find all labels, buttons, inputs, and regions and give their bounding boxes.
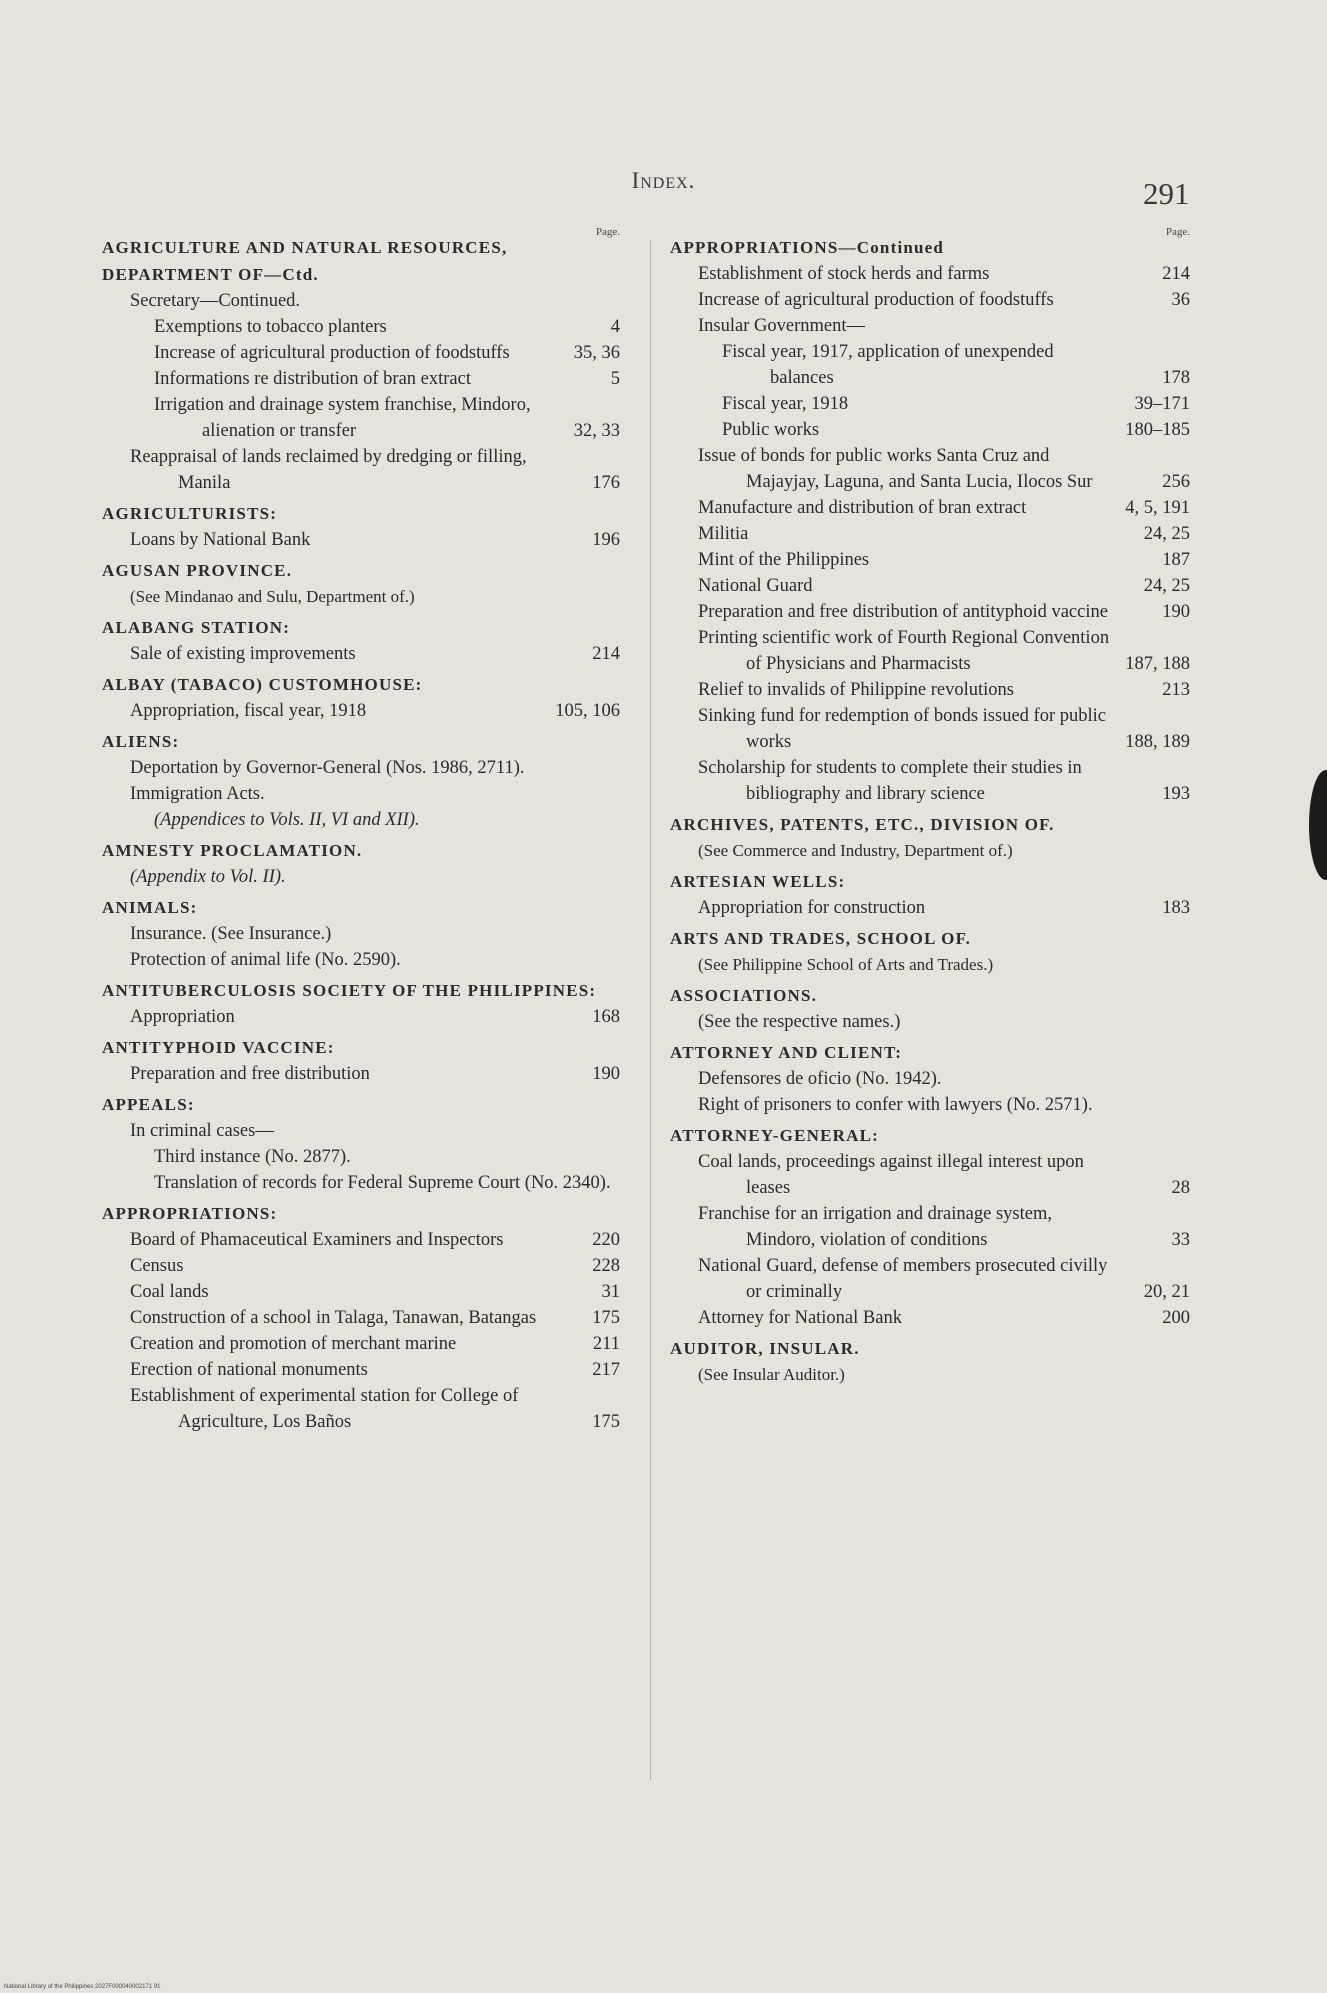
- index-entry: Loans by National Bank 196: [102, 527, 620, 553]
- entry-text: ATTORNEY-GENERAL:: [670, 1126, 880, 1145]
- index-entry: Increase of agricultural production of foodstuffs 35, 36: [102, 340, 620, 366]
- index-heading: [102, 614, 620, 641]
- index-entry: Coal lands, proceedings against illegal interest upon leases 28: [670, 1149, 1190, 1201]
- index-entry: [670, 703, 1190, 755]
- entry-text: Exemptions to tobacco planters: [154, 317, 387, 337]
- page-title: Index.: [631, 168, 696, 193]
- entry-text: ARTESIAN WELLS:: [670, 872, 846, 891]
- index-entry: [670, 952, 1190, 978]
- index-heading: [670, 1039, 1190, 1066]
- entry-text: National Guard, defense of members prosecuted civilly or criminally: [698, 1256, 1108, 1302]
- index-entry: [670, 313, 1190, 339]
- index-entry: [102, 1170, 620, 1196]
- index-entry: Exemptions to tobacco planters 4: [102, 314, 620, 340]
- index-entry: Census 228: [102, 1253, 620, 1279]
- index-entry: Reappraisal of lands reclaimed by dredging or filling, Manila 176: [102, 444, 620, 496]
- entry-text: Scholarship for students to complete their studies in bibliography and library science: [698, 758, 1082, 804]
- index-entry: [102, 755, 620, 781]
- entry-text: ATTORNEY AND CLIENT:: [670, 1043, 903, 1062]
- index-entry: [670, 417, 1190, 443]
- index-entry: [670, 495, 1190, 521]
- entry-text: Franchise for an irrigation and drainage system, Mindoro, violation of conditions: [698, 1204, 1052, 1250]
- page-reference: 188, 189: [1125, 732, 1190, 752]
- entry-text: Irrigation and drainage system franchise, Mindoro, alienation or transfer: [154, 395, 531, 441]
- entry-text: ARCHIVES, PATENTS, ETC., DIVISION OF.: [670, 815, 1055, 834]
- index-entry: [670, 1009, 1190, 1035]
- index-heading: [102, 1200, 620, 1227]
- page-reference: 39–171: [1134, 394, 1190, 414]
- entry-text: Preparation and free distribution: [130, 1064, 370, 1084]
- entry-text: Erection of national monuments: [130, 1360, 368, 1380]
- entry-text: Mint of the Philippines: [698, 550, 870, 570]
- index-heading: [102, 500, 620, 527]
- index-entry: Attorney for National Bank 200: [670, 1305, 1190, 1331]
- entry-text: APPROPRIATIONS—Continued: [670, 238, 945, 257]
- left-entries: [102, 234, 620, 1435]
- index-entry: Scholarship for students to complete their studies in bibliography and library science 193: [670, 755, 1190, 807]
- index-entry: [102, 864, 620, 890]
- entry-text: Printing scientific work of Fourth Regional Convention of Physicians and Pharmacists: [698, 628, 1110, 674]
- index-entry: Preparation and free distribution 190: [102, 1061, 620, 1087]
- index-heading: [102, 1034, 620, 1061]
- entry-text: Appropriation for construction: [698, 898, 926, 918]
- entry-text: Militia: [698, 524, 749, 544]
- entry-text: Establishment of experimental station for College of Agriculture, Los Baños: [130, 1386, 519, 1432]
- entry-text: Census: [130, 1256, 184, 1276]
- entry-text: Insular Government—: [698, 316, 865, 336]
- entry-text: In criminal cases—: [130, 1121, 274, 1141]
- entry-text: Relief to invalids of Philippine revolutions: [698, 680, 1015, 700]
- index-entry: [102, 1118, 620, 1144]
- index-heading: [670, 868, 1190, 895]
- entry-text: AGUSAN PROVINCE.: [102, 561, 293, 580]
- index-heading: [670, 1122, 1190, 1149]
- index-entry: [102, 1144, 620, 1170]
- entry-text: Loans by National Bank: [130, 530, 311, 550]
- index-entry: Issue of bonds for public works Santa Cruz and Majayjay, Laguna, and Santa Lucia, Ilocos Sur 256: [670, 443, 1190, 495]
- index-entry: Fiscal year, 1917, application of unexpended balances 178: [670, 339, 1190, 391]
- entry-text: Deportation by Governor-General (Nos. 1986, 2711).: [130, 758, 525, 778]
- entry-text: ANTITYPHOID VACCINE:: [102, 1038, 335, 1057]
- scan-footer: National Library of the Philippines 2027F000040002171 91: [4, 1984, 161, 1990]
- index-heading: [102, 557, 620, 584]
- index-entry: Establishment of stock herds and farms 214: [670, 261, 1190, 287]
- entry-text: Manufacture and distribution of bran extract: [698, 498, 1027, 518]
- entry-text: Protection of animal life (No. 2590).: [130, 950, 401, 970]
- index-entry: Militia 24, 25: [670, 521, 1190, 547]
- entry-text: Public works: [722, 420, 820, 440]
- entry-text: ASSOCIATIONS.: [670, 986, 818, 1005]
- index-entry: [670, 838, 1190, 864]
- right-column: [670, 226, 1190, 1388]
- entry-text: AGRICULTURE AND NATURAL RESOURCES, DEPARTMENT OF—Ctd.: [102, 238, 508, 284]
- entry-text: (See Commerce and Industry, Department of.): [698, 841, 1013, 860]
- index-entry: [670, 1066, 1190, 1092]
- page-reference: 187, 188: [1125, 654, 1190, 674]
- page-reference: 180–185: [1125, 420, 1190, 440]
- index-entry: Coal lands 31: [102, 1279, 620, 1305]
- entry-text: Immigration Acts.: [130, 784, 265, 804]
- index-heading: [670, 1335, 1190, 1362]
- index-entry: Erection of national monuments 217: [102, 1357, 620, 1383]
- index-heading: [102, 728, 620, 755]
- index-entry: [670, 625, 1190, 677]
- entry-text: Right of prisoners to confer with lawyers (No. 2571).: [698, 1095, 1093, 1115]
- entry-text: (Appendix to Vol. II).: [130, 867, 286, 887]
- left-column: [102, 226, 620, 1435]
- index-entry: [670, 1092, 1190, 1118]
- index-heading: [102, 894, 620, 921]
- entry-text: Increase of agricultural production of foodstuffs: [154, 343, 510, 363]
- entry-text: National Guard: [698, 576, 813, 596]
- index-heading: [670, 234, 1190, 261]
- index-heading: [670, 982, 1190, 1009]
- entry-text: ALBAY (TABACO) CUSTOMHOUSE:: [102, 675, 423, 694]
- entry-text: Establishment of stock herds and farms: [698, 264, 990, 284]
- entry-text: Increase of agricultural production of foodstuffs: [698, 290, 1054, 310]
- index-entry: Relief to invalids of Philippine revolutions 213: [670, 677, 1190, 703]
- entry-text: Informations re distribution of bran extract: [154, 369, 471, 389]
- entry-text: AUDITOR, INSULAR.: [670, 1339, 860, 1358]
- index-entry: [102, 698, 620, 724]
- page-column-label-left: Page.: [595, 226, 620, 238]
- entry-text: Coal lands: [130, 1282, 209, 1302]
- entry-text: Issue of bonds for public works Santa Cruz and Majayjay, Laguna, and Santa Lucia, Ilocos Sur: [698, 446, 1093, 492]
- entry-text: (See Philippine School of Arts and Trades.): [698, 955, 994, 974]
- index-entry: Sale of existing improvements 214: [102, 641, 620, 667]
- index-entry: Board of Phamaceutical Examiners and Inspectors 220: [102, 1227, 620, 1253]
- entry-text: Sinking fund for redemption of bonds issued for public works: [698, 706, 1106, 752]
- index-entry: Establishment of experimental station for College of Agriculture, Los Baños 175: [102, 1383, 620, 1435]
- index-entry: [670, 1362, 1190, 1388]
- entry-text: Sale of existing improvements: [130, 644, 356, 664]
- entry-text: APPROPRIATIONS:: [102, 1204, 278, 1223]
- index-entry: Irrigation and drainage system franchise, Mindoro, alienation or transfer 32, 33: [102, 392, 620, 444]
- index-heading: [102, 671, 620, 698]
- entry-text: Third instance (No. 2877).: [154, 1147, 351, 1167]
- index-entry: Mint of the Philippines 187: [670, 547, 1190, 573]
- entry-text: Fiscal year, 1918: [722, 394, 849, 414]
- index-heading: [102, 1091, 620, 1118]
- entry-text: Board of Phamaceutical Examiners and Inspectors: [130, 1230, 504, 1250]
- index-entry: Preparation and free distribution of antityphoid vaccine 190: [670, 599, 1190, 625]
- entry-text: Insurance. (See Insurance.): [130, 924, 332, 944]
- index-entry: [670, 391, 1190, 417]
- index-entry: Appropriation 168: [102, 1004, 620, 1030]
- index-entry: Creation and promotion of merchant marine 211: [102, 1331, 620, 1357]
- page-reference: 4, 5, 191: [1125, 498, 1190, 518]
- scan-smudge: [1309, 770, 1327, 880]
- entry-text: Reappraisal of lands reclaimed by dredging or filling, Manila: [130, 447, 527, 493]
- index-entry: [102, 921, 620, 947]
- entry-text: Translation of records for Federal Supreme Court (No. 2340).: [154, 1173, 611, 1193]
- index-heading: [670, 925, 1190, 952]
- page-column-label-right: Page.: [1165, 226, 1190, 238]
- entry-text: AMNESTY PROCLAMATION.: [102, 841, 363, 860]
- entry-text: ARTS AND TRADES, SCHOOL OF.: [670, 929, 972, 948]
- entry-text: (Appendices to Vols. II, VI and XII).: [154, 810, 420, 830]
- index-heading: [102, 977, 620, 1004]
- index-heading: [102, 234, 620, 288]
- index-entry: [102, 584, 620, 610]
- entry-text: ALIENS:: [102, 732, 180, 751]
- entry-text: ALABANG STATION:: [102, 618, 291, 637]
- index-entry: Construction of a school in Talaga, Tanawan, Batangas 175: [102, 1305, 620, 1331]
- page-reference: 105, 106: [555, 701, 620, 721]
- column-divider: [650, 240, 651, 1780]
- entry-text: AGRICULTURISTS:: [102, 504, 278, 523]
- index-entry: Informations re distribution of bran extract 5: [102, 366, 620, 392]
- index-entry: [102, 781, 620, 807]
- entry-text: ANIMALS:: [102, 898, 198, 917]
- index-entry: Franchise for an irrigation and drainage system, Mindoro, violation of conditions 33: [670, 1201, 1190, 1253]
- entry-text: Construction of a school in Talaga, Tanawan, Batangas: [130, 1308, 537, 1328]
- entry-text: Coal lands, proceedings against illegal interest upon leases: [698, 1152, 1084, 1198]
- index-entry: [102, 947, 620, 973]
- entry-text: APPEALS:: [102, 1095, 195, 1114]
- entry-text: Appropriation: [130, 1007, 235, 1027]
- index-entry: Increase of agricultural production of foodstuffs 36: [670, 287, 1190, 313]
- right-entries: [670, 234, 1190, 1388]
- entry-text: Defensores de oficio (No. 1942).: [698, 1069, 942, 1089]
- entry-text: Secretary—Continued.: [130, 291, 301, 311]
- entry-text: (See the respective names.): [698, 1012, 901, 1032]
- index-heading: [102, 837, 620, 864]
- entry-text: Creation and promotion of merchant marine: [130, 1334, 457, 1354]
- page-number: 291: [1143, 176, 1190, 211]
- index-entry: Appropriation for construction 183: [670, 895, 1190, 921]
- index-entry: [102, 807, 620, 833]
- entry-text: Attorney for National Bank: [698, 1308, 902, 1328]
- index-entry: National Guard 24, 25: [670, 573, 1190, 599]
- entry-text: (See Insular Auditor.): [698, 1365, 845, 1384]
- entry-text: (See Mindanao and Sulu, Department of.): [130, 587, 415, 606]
- entry-text: ANTITUBERCULOSIS SOCIETY OF THE PHILIPPINES:: [102, 981, 597, 1000]
- entry-text: Preparation and free distribution of antityphoid vaccine: [698, 602, 1108, 622]
- index-entry: [102, 288, 620, 314]
- index-entry: National Guard, defense of members prosecuted civilly or criminally 20, 21: [670, 1253, 1190, 1305]
- entry-text: Fiscal year, 1917, application of unexpended balances: [722, 342, 1054, 388]
- index-heading: [670, 811, 1190, 838]
- entry-text: Appropriation, fiscal year, 1918: [130, 701, 367, 721]
